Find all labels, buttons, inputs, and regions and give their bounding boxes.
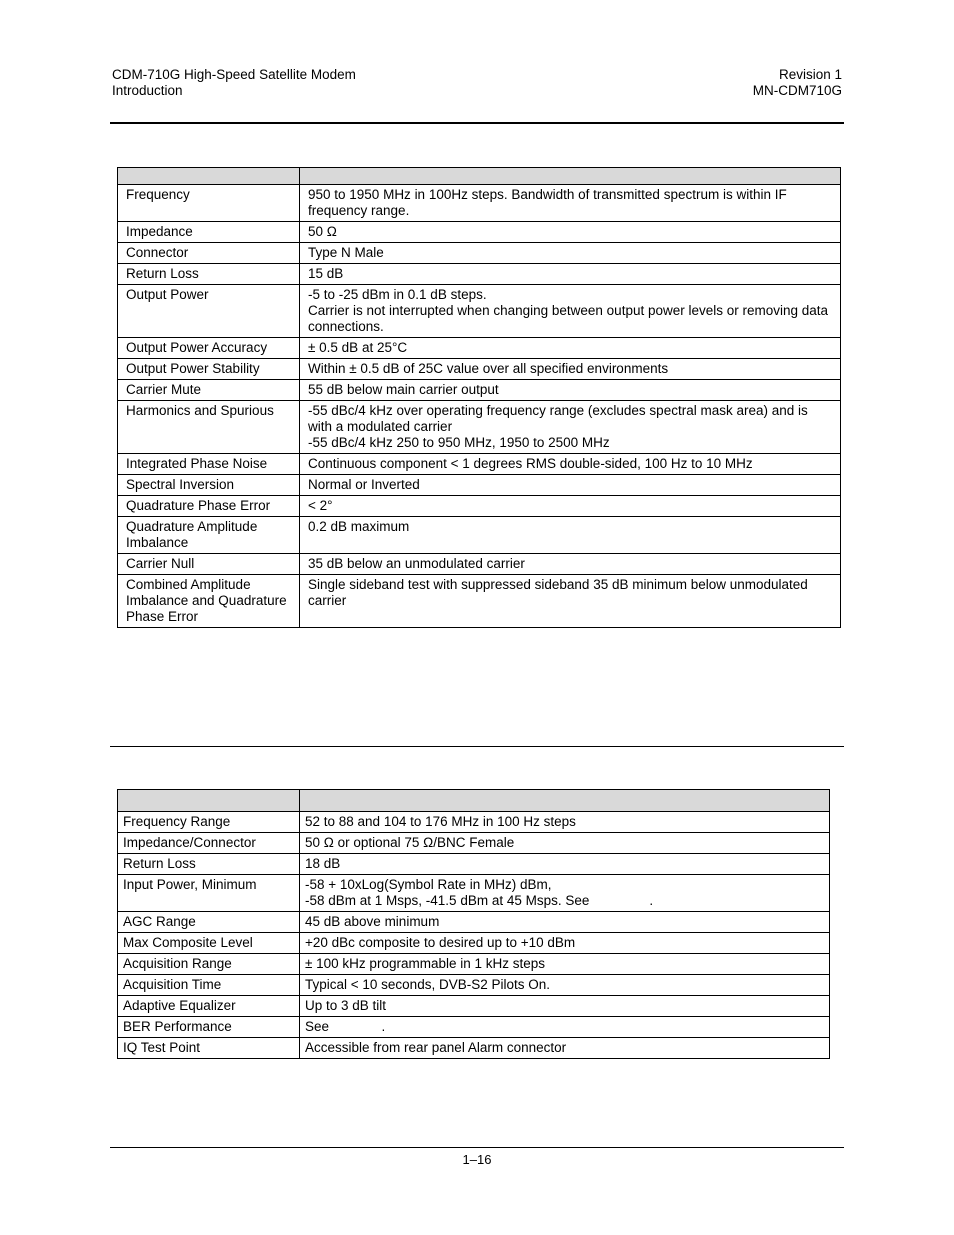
table-row [118,517,841,554]
value-cell: Continuous component < 1 degrees RMS double-sided, 100 Hz to 10 MHz [300,454,841,475]
table-row [118,185,841,222]
parameter-cell: Harmonics and Spurious [118,401,300,454]
parameter-cell: Connector [118,243,300,264]
value-cell: 0.2 dB maximum [300,517,841,554]
value-cell: -58 + 10xLog(Symbol Rate in MHz) dBm, -58 dBm at 1 Msps, -41.5 dBm at 45 Msps. See . [300,875,830,912]
table-row [118,264,841,285]
value-cell: -5 to -25 dBm in 0.1 dB steps. Carrier is not interrupted when changing between output power levels or removing data connections. [300,285,841,338]
table-row [118,975,830,996]
parameter-cell: Adaptive Equalizer [118,996,300,1017]
table-row [118,222,841,243]
parameter-cell: Input Power, Minimum [118,875,300,912]
parameter-cell: Quadrature Amplitude Imbalance [118,517,300,554]
parameter-cell: Output Power Accuracy [118,338,300,359]
parameter-cell: Spectral Inversion [118,475,300,496]
table-header-row [118,168,841,185]
table-row [118,554,841,575]
parameter-cell: Impedance/Connector [118,833,300,854]
transmit-specs-body [118,168,841,628]
parameter-cell: Carrier Null [118,554,300,575]
value-cell: +20 dBc composite to desired up to +10 dBm [300,933,830,954]
table-header-row [118,790,830,812]
value-cell: < 2° [300,496,841,517]
value-cell: 52 to 88 and 104 to 176 MHz in 100 Hz steps [300,812,830,833]
value-cell: 45 dB above minimum [300,912,830,933]
section-name: Introduction [112,83,183,98]
parameter-cell: Frequency [118,185,300,222]
table-row [118,575,841,628]
value-cell: Up to 3 dB tilt [300,996,830,1017]
value-cell: 50 Ω or optional 75 Ω/BNC Female [300,833,830,854]
value-cell: 55 dB below main carrier output [300,380,841,401]
parameter-cell: IQ Test Point [118,1038,300,1059]
value-cell: 50 Ω [300,222,841,243]
parameter-cell: Acquisition Range [118,954,300,975]
table-row [118,243,841,264]
receive-specs-table [117,789,830,1059]
table-row [118,1017,830,1038]
value-cell: Within ± 0.5 dB of 25C value over all specified environments [300,359,841,380]
table-row [118,380,841,401]
table-row [118,338,841,359]
page-header-left [112,67,356,99]
table-row [118,401,841,454]
value-cell: ± 100 kHz programmable in 1 kHz steps [300,954,830,975]
value-cell: Normal or Inverted [300,475,841,496]
value-cell: -55 dBc/4 kHz over operating frequency range (excludes spectral mask area) and is with a modulated carrier -55 dBc/4 kHz 250 to 950 MHz, 1950 to 2500 MHz [300,401,841,454]
value-cell: ± 0.5 dB at 25°C [300,338,841,359]
parameter-cell: Acquisition Time [118,975,300,996]
table-row [118,496,841,517]
page-header-right [753,67,842,99]
table-row [118,833,830,854]
table-row [118,812,830,833]
table-row [118,285,841,338]
receive-specs-body [118,790,830,1059]
table-row [118,875,830,912]
footer-divider [110,1147,844,1148]
value-cell: Typical < 10 seconds, DVB-S2 Pilots On. [300,975,830,996]
value-cell: Single sideband test with suppressed sideband 35 dB minimum below unmodulated carrier [300,575,841,628]
table-row [118,475,841,496]
transmit-specs-table [117,167,841,628]
table-row [118,454,841,475]
parameter-cell: Carrier Mute [118,380,300,401]
parameter-cell: Max Composite Level [118,933,300,954]
value-cell: Type N Male [300,243,841,264]
table-row [118,933,830,954]
document-title: CDM-710G High-Speed Satellite Modem [112,67,356,82]
page-number: 1–16 [462,1152,492,1167]
value-cell: Accessible from rear panel Alarm connector [300,1038,830,1059]
value-cell: See . [300,1017,830,1038]
value-cell: 15 dB [300,264,841,285]
parameter-cell: Output Power Stability [118,359,300,380]
table-row [118,359,841,380]
table-row [118,996,830,1017]
value-cell: 18 dB [300,854,830,875]
table-row [118,854,830,875]
document-number: MN-CDM710G [752,83,842,98]
parameter-cell: Impedance [118,222,300,243]
table-row [118,1038,830,1059]
parameter-cell: Return Loss [118,264,300,285]
table-row [118,954,830,975]
value-cell: 950 to 1950 MHz in 100Hz steps. Bandwidth of transmitted spectrum is within IF frequency range. [300,185,841,222]
parameter-cell: Frequency Range [118,812,300,833]
parameter-cell: Output Power [118,285,300,338]
value-cell: 35 dB below an unmodulated carrier [300,554,841,575]
parameter-cell: BER Performance [118,1017,300,1038]
parameter-cell: Combined Amplitude Imbalance and Quadrature Phase Error [118,575,300,628]
parameter-cell: AGC Range [118,912,300,933]
section-divider [110,746,844,747]
revision-label: Revision 1 [778,67,842,82]
parameter-cell: Quadrature Phase Error [118,496,300,517]
table-row [118,912,830,933]
parameter-cell: Integrated Phase Noise [118,454,300,475]
header-divider [110,122,844,124]
parameter-cell: Return Loss [118,854,300,875]
